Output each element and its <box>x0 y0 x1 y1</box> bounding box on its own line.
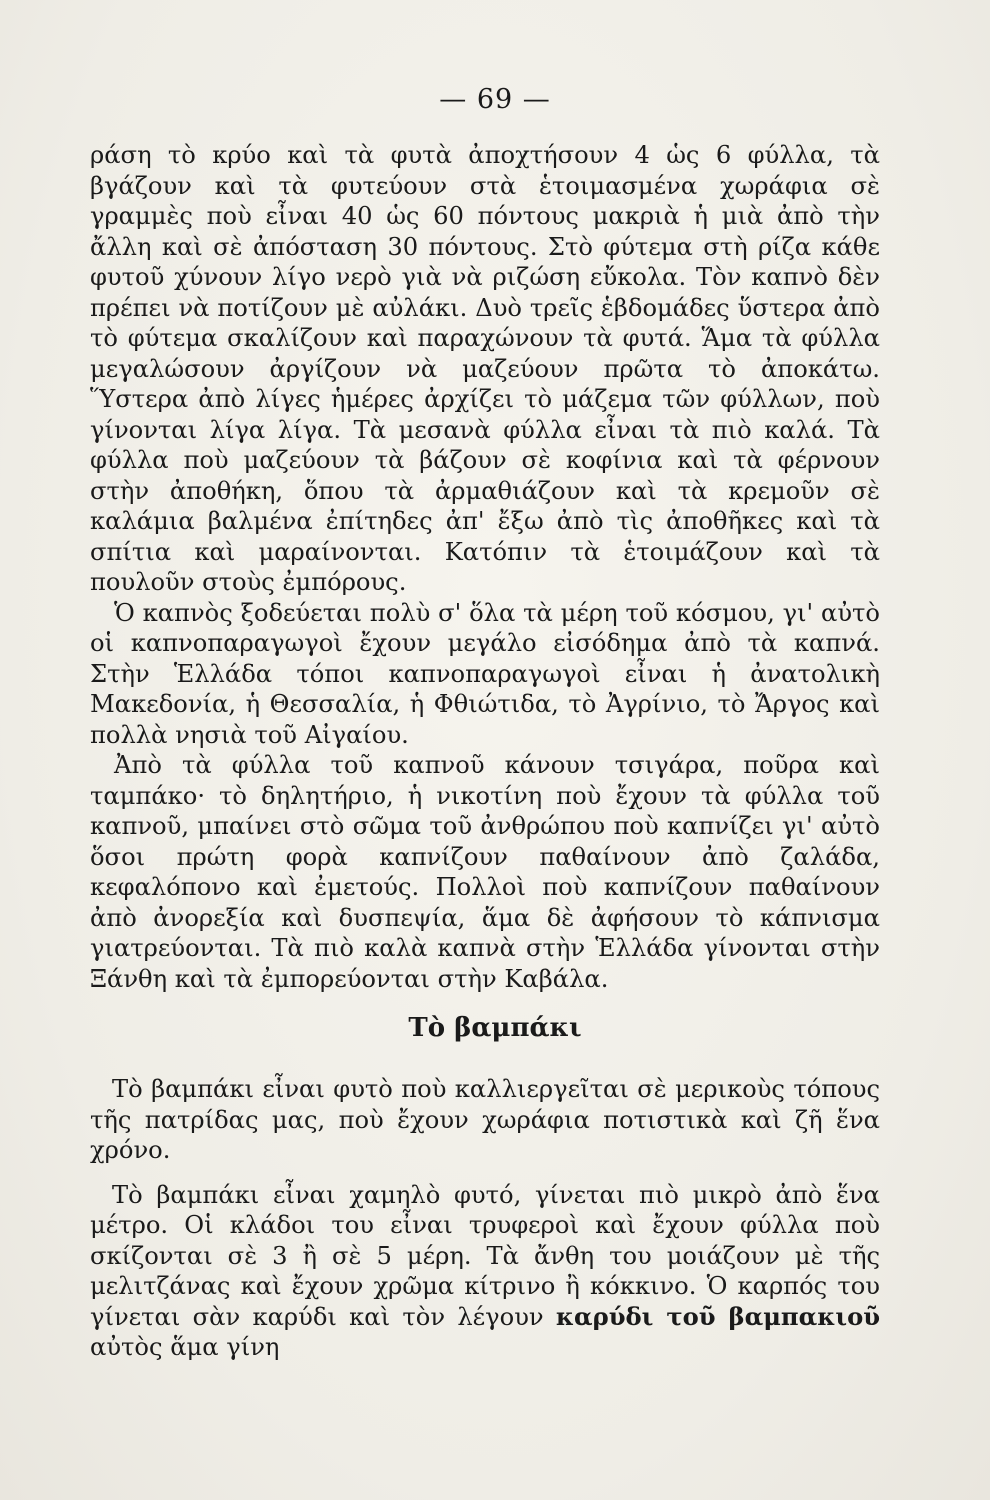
section-cotton-text <box>90 1074 880 1377</box>
paragraph <box>90 1180 880 1363</box>
text-run: αὐτὸς ἅμα γίνη <box>90 1333 280 1361</box>
section-tobacco-text <box>90 140 880 994</box>
bold-term: καρύδι τοῦ βαμπακιοῦ <box>555 1301 880 1331</box>
section-heading: Τὸ βαμπάκι <box>408 1013 582 1043</box>
paragraph: Τὸ βαμπάκι εἶναι φυτὸ ποὺ καλλιεργεῖται σὲ μερικοὺς τόπους τῆς πατρίδας μας, ποὺ ἔχουν χωράφια ποτιστικὰ καὶ ζῆ ἕνα χρόνο. <box>90 1075 880 1164</box>
paragraph: ράση τὸ κρύο καὶ τὰ φυτὰ ἀποχτήσουν 4 ὡς 6 φύλλα, τὰ βγάζουν καὶ τὰ φυτεύουν στὰ ἑτοιμασμένα χωράφια σὲ γραμμὲς ποὺ εἶναι 40 ὡς 60 πόντους μακριὰ ἡ μιὰ ἀπὸ τὴν ἄλλη καὶ σὲ ἀπόσταση 30 πόντους. Στὸ φύτεμα στὴ ρίζα κάθε φυτοῦ χύνουν λίγο νερὸ γιὰ νὰ ριζώση εὔκολα. Τὸν καπνὸ δὲν πρέπει νὰ ποτίζουν μὲ αὐλάκι. Δυὸ τρεῖς ἑβδομάδες ὕστερα ἀπὸ τὸ φύτεμα σκαλίζουν καὶ παραχώνουν τὰ φυτά. Ἅμα τὰ φύλλα μεγαλώσουν ἀργίζουν νὰ μαζεύουν πρῶτα τὸ ἀποκάτω. Ὕστερα ἀπὸ λίγες ἡμέρες ἀρχίζει τὸ μάζεμα τῶν φύλλων, ποὺ γίνονται λίγα λίγα. Τὰ μεσανὰ φύλλα εἶναι τὰ πιὸ καλά. Τὰ φύλλα ποὺ μαζεύουν τὰ βάζουν σὲ κοφίνια καὶ τὰ φέρνουν στὴν ἀποθήκη, ὅπου τὰ ἀρμαθιάζουν καὶ τὰ κρεμοῦν σὲ καλάμια βαλμένα ἐπίτηδες ἀπ' ἔξω ἀπὸ τὶς ἀποθῆκες καὶ τὰ σπίτια καὶ μαραίνονται. Κατόπιν τὰ ἑτοιμάζουν καὶ τὰ πουλοῦν στοὺς ἐμπόρους. <box>90 141 880 596</box>
paragraph: Ἀπὸ τὰ φύλλα τοῦ καπνοῦ κάνουν τσιγάρα, ποῦρα καὶ ταμπάκο· τὸ δηλητήριο, ἡ νικοτίνη ποὺ ἔχουν τὰ φύλλα τοῦ καπνοῦ, μπαίνει στὸ σῶμα τοῦ ἀνθρώπου ποὺ καπνίζει γι' αὐτὸ ὅσοι πρώτη φορὰ καπνίζουν παθαίνουν ἀπὸ ζαλάδα, κεφαλόπονο καὶ ἐμετούς. Πολλοὶ ποὺ καπνίζουν παθαίνουν ἀπὸ ἀνορεξία καὶ δυσπεψία, ἅμα δὲ ἀφήσουν τὸ κάπνισμα γιατρεύονται. Τὰ πιὸ καλὰ καπνὰ στὴν Ἑλλάδα γίνονται στὴν Ξάνθη καὶ τὰ ἐμπορεύονται στὴν Καβάλα. <box>90 751 880 993</box>
page-number: — 69 — <box>439 84 551 115</box>
text-run: Τὸ βαμπάκι εἶναι χαμηλὸ φυτό, γίνεται πιὸ μικρὸ ἀπὸ ἕνα μέτρο. Οἱ κλάδοι του εἶναι τρυφεροὶ καὶ ἔχουν φύλλα ποὺ σκίζονται σὲ 3 ἢ σὲ 5 μέρη. Τὰ ἄνθη του μοιάζουν μὲ τῆς μελιτζάνας καὶ ἔχουν χρῶμα κίτρινο ἢ κόκκινο. Ὁ καρπός του γίνεται σὰν καρύδι καὶ τὸν λέγουν <box>90 1180 880 1331</box>
paragraph: Ὁ καπνὸς ξοδεύεται πολὺ σ' ὅλα τὰ μέρη τοῦ κόσμου, γι' αὐτὸ οἱ καπνοπαραγωγοὶ ἔχουν μεγάλο εἰσόδημα ἀπὸ τὰ καπνά. Στὴν Ἑλλάδα τόποι καπνοπαραγωγοὶ εἶναι ἡ ἀνατολικὴ Μακεδονία, ἡ Θεσσαλία, ἡ Φθιώτιδα, τὸ Ἀγρίνιο, τὸ Ἄργος καὶ πολλὰ νησιὰ τοῦ Αἰγαίου. <box>90 598 880 749</box>
